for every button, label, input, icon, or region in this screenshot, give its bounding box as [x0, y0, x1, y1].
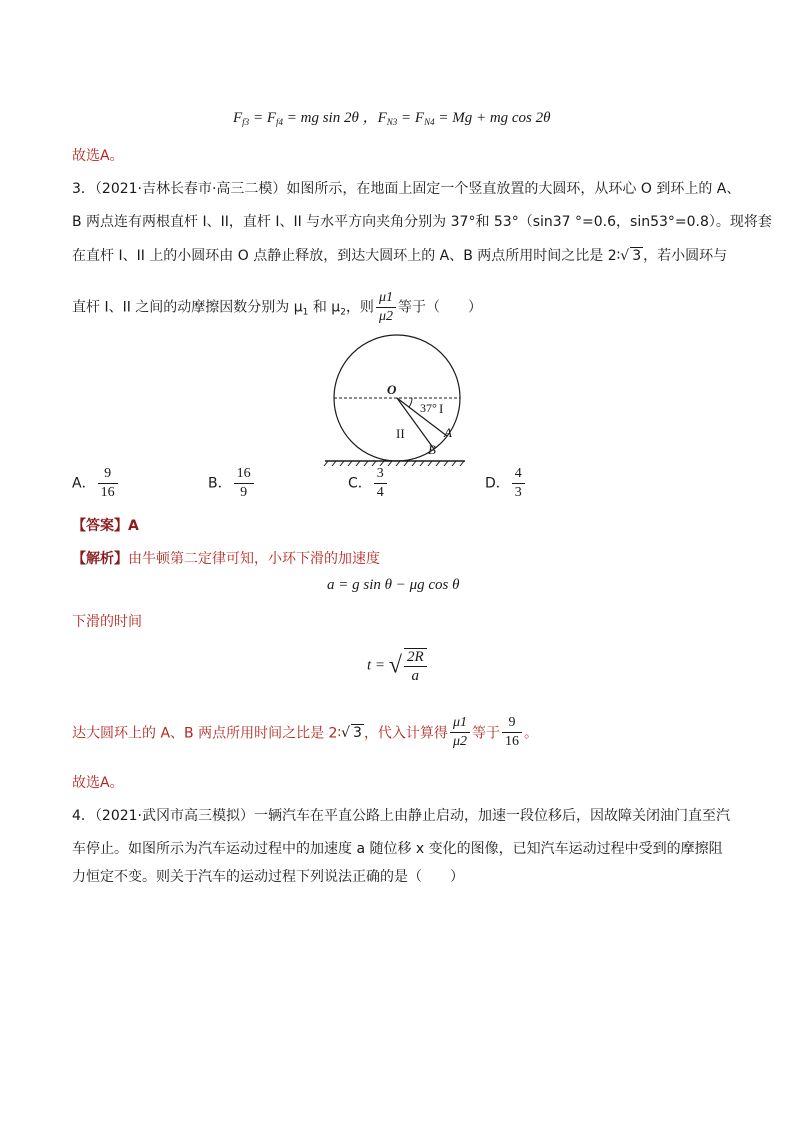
question-3-line-4: [72, 290, 482, 325]
acceleration-equation: a = g sin θ − μg cos θ: [327, 577, 460, 593]
text-part: ，代入计算得: [363, 725, 448, 742]
label-B: B: [428, 442, 436, 457]
sqrt-fraction: $\frac{2R}{a}$: [404, 648, 427, 684]
analysis-tag: 【解析】: [72, 551, 128, 567]
option-letter: D．: [485, 475, 510, 492]
text-part: 直杆 I、II 之间的动摩擦因数分别为 μ: [72, 299, 303, 316]
answer-tag: 【答案】: [72, 518, 128, 534]
eq-symbol: F: [414, 110, 425, 126]
question-3-line-1: 3．（2021·吉林长春市·高三二模）如图所示，在地面上固定一个竖直放置的大圆环，从环心 O 到环上的 A、: [72, 181, 741, 197]
option-b[interactable]: [208, 466, 256, 501]
option-c[interactable]: [348, 466, 389, 501]
answer-value: A: [128, 518, 139, 534]
text-part: ，则: [345, 299, 374, 316]
sqrt-value: 3: [632, 248, 642, 264]
eq-symbol: F: [233, 110, 243, 126]
question-4-line-1: 4．（2021·武冈市高三模拟）一辆汽车在平直公路上由静止启动，加速一段位移后，因故障关闭油门直至汽: [72, 808, 730, 824]
eq-subscript: f3: [242, 117, 250, 127]
label-O: O: [387, 382, 397, 397]
mu-ratio-fraction: $\frac{\mu 1}{\mu 2}$: [450, 715, 470, 750]
angle-arc: [409, 398, 412, 407]
eq-symbol: F: [377, 110, 387, 126]
label-angle: 37°: [420, 401, 437, 415]
eq-part: = mg sin 2θ ，: [283, 110, 378, 126]
sqrt-symbol: √ 3: [620, 248, 642, 264]
mu-ratio-fraction: $\frac{\mu 1}{\mu 2}$: [376, 290, 396, 325]
option-d[interactable]: [485, 466, 527, 501]
text-part: 和 μ: [308, 299, 341, 316]
result-fraction: $\frac{9}{16}$: [502, 715, 522, 750]
subscript: 1: [302, 307, 309, 318]
option-fraction: $\frac{16}{9}$: [234, 466, 254, 501]
label-II: II: [396, 426, 405, 441]
top-equation: [233, 106, 551, 127]
question-4-line-3: 力恒定不变。则关于汽车的运动过程下列说法正确的是（ ）: [72, 869, 464, 885]
eq-subscript: N3: [386, 117, 398, 127]
answer-line: [72, 515, 139, 535]
option-fraction: $\frac{4}{3}$: [512, 466, 525, 501]
eq-part: =: [397, 110, 415, 126]
eq-subscript: N4: [424, 117, 435, 127]
option-fraction: $\frac{3}{4}$: [374, 466, 387, 501]
option-letter: A．: [72, 475, 96, 492]
label-A: A: [444, 425, 452, 440]
eq-part: = Mg + mg cos 2θ: [434, 110, 551, 126]
analysis-text: 由牛顿第二定律可知，小环下滑的加速度: [128, 551, 380, 567]
question-3-line-3: [72, 245, 727, 265]
conclusion-line: [72, 715, 538, 750]
choose-answer-line-2: 故选A。: [72, 775, 124, 791]
time-label: 下滑的时间: [72, 614, 142, 630]
sqrt-value: 3: [353, 725, 362, 741]
eq-symbol: F: [266, 110, 276, 126]
option-a[interactable]: [72, 466, 120, 501]
sqrt-symbol: √ 3: [341, 725, 362, 741]
text-part: 。: [523, 725, 538, 742]
text-part: 等于（ ）: [397, 299, 482, 316]
text-part: 在直杆 I、II 上的小圆环由 O 点静止释放，到达大圆环上的 A、B 两点所用时间之比是 2∶: [72, 248, 621, 264]
circle-diagram: [320, 330, 470, 466]
option-fraction: $\frac{9}{16}$: [98, 466, 118, 501]
eq-subscript: f4: [275, 117, 283, 127]
question-3-line-2: B 两点连有两根直杆 I、II，直杆 I、II 与水平方向夹角分别为 37°和 53°（sin37 °=0.6，sin53°=0.8）。现将套: [72, 214, 772, 230]
option-letter: C．: [348, 475, 372, 492]
text-part: 等于: [471, 725, 500, 742]
choose-answer-line: 故选A。: [72, 148, 124, 164]
label-I: I: [439, 401, 444, 416]
subscript: 2: [340, 307, 346, 318]
text-part: ，若小圆环与: [643, 248, 728, 264]
question-4-line-2: 车停止。如图所示为汽车运动过程中的加速度 a 随位移 x 变化的图像，已知汽车运动过程中受到的摩擦阻: [72, 841, 723, 857]
text-part: 达大圆环上的 A、B 两点所用时间之比是 2∶: [72, 725, 342, 742]
option-letter: B．: [208, 475, 232, 492]
sqrt-symbol: √: [388, 652, 402, 679]
time-equation: [367, 648, 429, 684]
analysis-line: [72, 548, 380, 568]
eq-part: t =: [367, 657, 389, 674]
eq-part: =: [249, 110, 267, 126]
